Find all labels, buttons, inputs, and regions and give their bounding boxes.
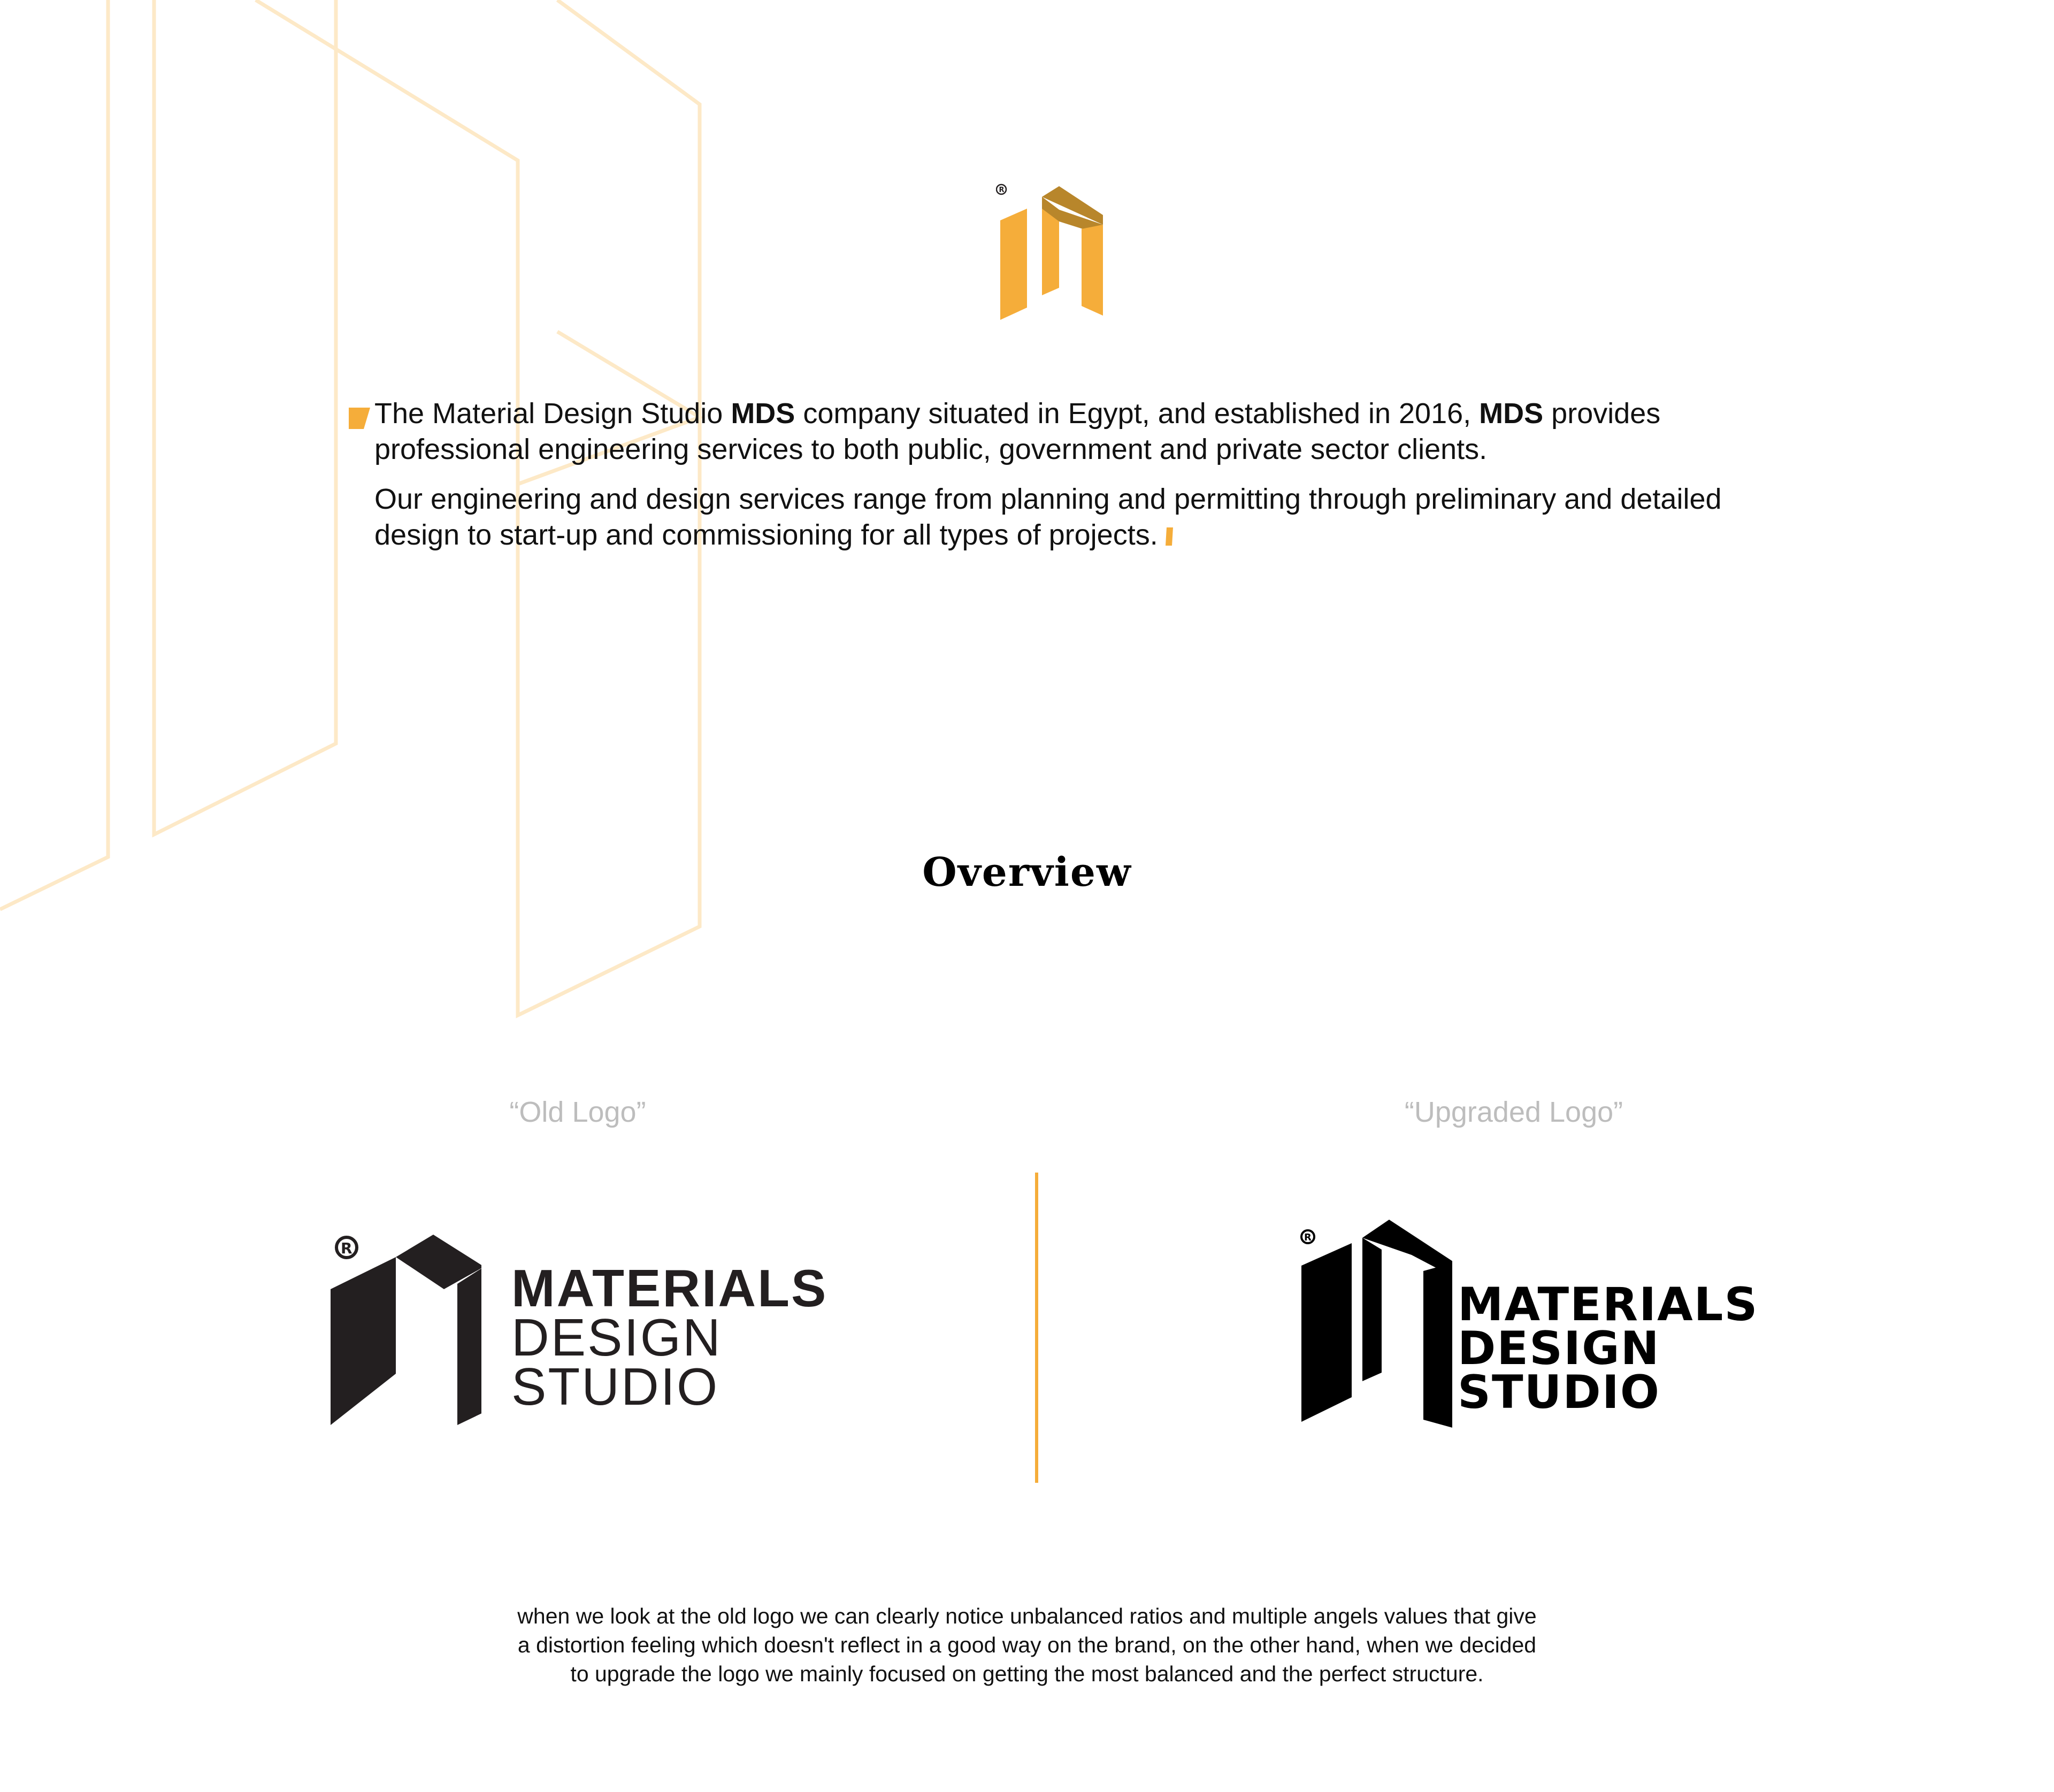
old-logo-word-design: DESIGN [511, 1308, 722, 1367]
mds-logo-mark-icon [996, 182, 1108, 323]
old-logo-wordmark [511, 1259, 828, 1416]
old-logo-caption: “Old Logo” [509, 1096, 646, 1128]
upgraded-logo [1292, 1220, 1784, 1434]
comparison-description: when we look at the old logo we can clearly notice unbalanced ratios and multiple angels values that give a distortion feeling which doesn't reflect in a good way on the brand, on the other hand, when we decided to upgrade the logo we mainly focused on getting the most balanced and the perfect structure. [517, 1604, 1537, 1686]
logo-divider [1035, 1173, 1038, 1483]
old-logo-word-studio: STUDIO [511, 1357, 719, 1416]
overview-title: Overview [922, 849, 1132, 895]
upgraded-logo-word-studio: STUDIO [1458, 1366, 1660, 1419]
quote-open-icon [349, 408, 370, 429]
upgraded-logo-wordmark [1458, 1278, 1759, 1419]
upgraded-logo-mark-icon [1292, 1220, 1452, 1434]
intro-paragraph-1: The Material Design Studio MDS company situated in Egypt, and established in 2016, MDS provides professional engineering services to both public, government and private sector clients. [374, 397, 1661, 465]
upgraded-logo-caption: “Upgraded Logo” [1404, 1096, 1623, 1128]
old-logo-mark-icon [321, 1225, 481, 1428]
old-logo [321, 1225, 856, 1428]
intro-paragraph-2: Our engineering and design services range from planning and permitting through preliminary and detailed design to start-up and commissioning for all types of projects. [374, 483, 1722, 551]
old-logo-word-materials: MATERIALS [511, 1259, 828, 1318]
svg-text:R: R [341, 1239, 352, 1257]
upgraded-logo-word-design: DESIGN [1458, 1322, 1660, 1375]
intro-text [374, 396, 1754, 553]
upgraded-logo-word-materials: MATERIALS [1458, 1278, 1759, 1331]
svg-text:R: R [1304, 1232, 1312, 1243]
quote-close-icon [1166, 527, 1173, 546]
svg-text:R: R [999, 186, 1005, 194]
